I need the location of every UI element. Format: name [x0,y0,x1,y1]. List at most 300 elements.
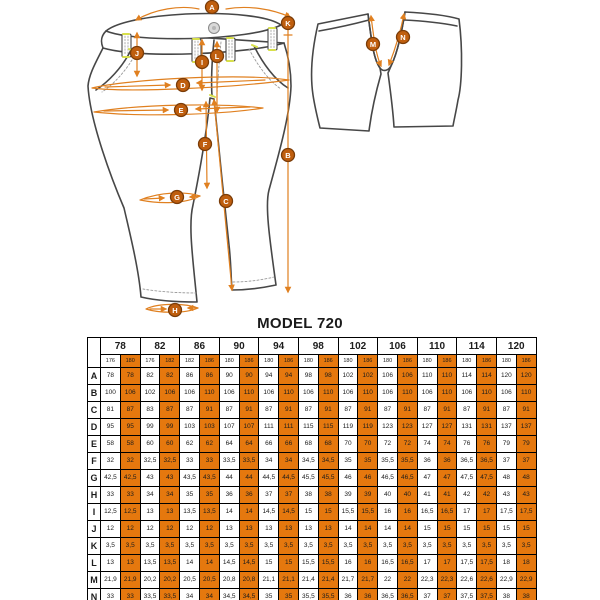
height-header: 180 [496,355,516,368]
value-cell: 36,5 [378,589,398,600]
table-row [88,436,537,453]
value-cell: 13 [298,521,318,538]
marker-N-label: N [400,32,406,42]
value-cell: 94 [259,368,279,385]
value-cell: 14 [180,555,200,572]
value-cell: 43 [160,470,180,487]
value-cell: 20,5 [180,572,200,589]
marker-D-label: D [180,80,186,90]
value-cell: 91 [199,402,219,419]
size-header: 94 [259,338,299,355]
value-cell: 16 [358,555,378,572]
value-cell: 115 [318,419,338,436]
value-cell: 110 [318,385,338,402]
value-cell: 15 [318,504,338,521]
value-cell: 137 [496,419,516,436]
value-cell: 3,5 [199,538,219,555]
value-cell: 15 [259,555,279,572]
value-cell: 14,5 [279,504,299,521]
value-cell: 110 [417,368,437,385]
table-row [88,555,537,572]
value-cell: 35,5 [318,589,338,600]
row-label: H [88,487,101,504]
value-cell: 43,5 [199,470,219,487]
value-cell: 35 [199,487,219,504]
value-cell: 47 [437,470,457,487]
value-cell: 12 [160,521,180,538]
value-cell: 14,5 [219,555,239,572]
value-cell: 76 [477,436,497,453]
value-cell: 21,9 [120,572,140,589]
value-cell: 72 [397,436,417,453]
value-cell: 107 [239,419,259,436]
value-cell: 44,5 [259,470,279,487]
value-cell: 37 [259,487,279,504]
value-cell: 41 [437,487,457,504]
marker-E-label: E [178,105,184,115]
value-cell: 114 [477,368,497,385]
table-row [88,385,537,402]
height-header: 180 [338,355,358,368]
height-header: 180 [457,355,477,368]
value-cell: 115 [298,419,318,436]
value-cell: 13 [239,521,259,538]
value-cell: 91 [318,402,338,419]
value-cell: 42,5 [101,470,121,487]
value-cell: 70 [358,436,378,453]
table-row [88,470,537,487]
value-cell: 14 [199,555,219,572]
value-cell: 3,5 [417,538,437,555]
value-cell: 12,5 [101,504,121,521]
height-header: 180 [219,355,239,368]
value-cell: 16 [397,504,417,521]
value-cell: 36,5 [477,453,497,470]
value-cell: 14 [338,521,358,538]
value-cell: 38 [496,589,516,600]
height-header: 176 [101,355,121,368]
value-cell: 106 [378,385,398,402]
value-cell: 3,5 [437,538,457,555]
value-cell: 17,5 [516,504,536,521]
value-cell: 90 [239,368,259,385]
value-cell: 33,5 [160,589,180,600]
value-cell: 20,8 [219,572,239,589]
value-cell: 127 [437,419,457,436]
value-cell: 22,9 [496,572,516,589]
value-cell: 34 [199,589,219,600]
value-cell: 33 [120,589,140,600]
value-cell: 3,5 [318,538,338,555]
value-cell: 48 [496,470,516,487]
value-cell: 95 [120,419,140,436]
value-cell: 22 [397,572,417,589]
value-cell: 20,2 [140,572,160,589]
value-cell: 14 [239,504,259,521]
value-cell: 16,5 [417,504,437,521]
value-cell: 13,5 [199,504,219,521]
value-cell: 33 [101,589,121,600]
table-row [88,572,537,589]
value-cell: 39 [338,487,358,504]
value-cell: 17,5 [477,555,497,572]
size-header: 98 [298,338,338,355]
value-cell: 17 [477,504,497,521]
value-cell: 3,5 [219,538,239,555]
value-cell: 47 [417,470,437,487]
value-cell: 36 [437,453,457,470]
value-cell: 34,5 [298,453,318,470]
value-cell: 20,8 [239,572,259,589]
value-cell: 15 [417,521,437,538]
row-label: D [88,419,101,436]
value-cell: 110 [397,385,417,402]
height-header: 186 [239,355,259,368]
row-label: K [88,538,101,555]
value-cell: 137 [516,419,536,436]
value-cell: 87 [219,402,239,419]
value-cell: 91 [397,402,417,419]
value-cell: 17 [417,555,437,572]
value-cell: 3,5 [378,538,398,555]
value-cell: 86 [180,368,200,385]
height-header: 186 [199,355,219,368]
marker-F-label: F [202,139,208,149]
value-cell: 37 [516,453,536,470]
value-cell: 111 [279,419,299,436]
value-cell: 3,5 [338,538,358,555]
value-cell: 21,1 [279,572,299,589]
value-cell: 22,6 [457,572,477,589]
height-header: 186 [318,355,338,368]
value-cell: 14 [219,504,239,521]
value-cell: 110 [199,385,219,402]
value-cell: 110 [477,385,497,402]
value-cell: 106 [120,385,140,402]
value-cell: 106 [298,385,318,402]
value-cell: 43 [496,487,516,504]
value-cell: 78 [101,368,121,385]
value-cell: 119 [338,419,358,436]
value-cell: 44 [219,470,239,487]
size-header: 78 [101,338,141,355]
value-cell: 78 [120,368,140,385]
value-cell: 70 [338,436,358,453]
value-cell: 98 [318,368,338,385]
value-cell: 20,2 [160,572,180,589]
value-cell: 36 [338,589,358,600]
marker-K-label: K [285,18,291,28]
value-cell: 43,5 [180,470,200,487]
value-cell: 37 [417,589,437,600]
value-cell: 34,5 [318,453,338,470]
value-cell: 21,4 [318,572,338,589]
value-cell: 15,5 [338,504,358,521]
value-cell: 15,5 [298,555,318,572]
value-cell: 131 [477,419,497,436]
value-cell: 68 [318,436,338,453]
value-cell: 3,5 [180,538,200,555]
value-cell: 32,5 [160,453,180,470]
value-cell: 99 [160,419,180,436]
value-cell: 35,5 [378,453,398,470]
value-cell: 34 [140,487,160,504]
value-cell: 36 [239,487,259,504]
value-cell: 114 [457,368,477,385]
value-cell: 40 [397,487,417,504]
value-cell: 74 [437,436,457,453]
size-table [87,337,537,600]
value-cell: 15 [496,521,516,538]
value-cell: 46 [338,470,358,487]
table-row [88,419,537,436]
row-label: I [88,504,101,521]
marker-H-label: H [172,305,178,315]
value-cell: 99 [140,419,160,436]
value-cell: 95 [101,419,121,436]
value-cell: 66 [279,436,299,453]
value-cell: 43 [140,470,160,487]
value-cell: 18 [516,555,536,572]
marker-A-label: A [209,2,215,12]
value-cell: 87 [378,402,398,419]
height-header: 186 [397,355,417,368]
value-cell: 103 [180,419,200,436]
value-cell: 15 [477,521,497,538]
value-cell: 3,5 [140,538,160,555]
value-cell: 13 [140,504,160,521]
value-cell: 36,5 [457,453,477,470]
table-row [88,453,537,470]
value-cell: 43 [516,487,536,504]
height-header: 186 [477,355,497,368]
value-cell: 3,5 [457,538,477,555]
value-cell: 40 [378,487,398,504]
row-label: G [88,470,101,487]
value-cell: 16,5 [437,504,457,521]
value-cell: 12,5 [120,504,140,521]
value-cell: 32 [120,453,140,470]
value-cell: 82 [160,368,180,385]
value-cell: 64 [239,436,259,453]
value-cell: 34 [259,453,279,470]
value-cell: 22,3 [437,572,457,589]
value-cell: 34,5 [219,589,239,600]
marker-C-label: C [223,196,229,206]
value-cell: 91 [437,402,457,419]
value-cell: 127 [417,419,437,436]
value-cell: 98 [298,368,318,385]
row-label: L [88,555,101,572]
value-cell: 14,5 [259,504,279,521]
height-header: 180 [259,355,279,368]
row-label: F [88,453,101,470]
value-cell: 83 [140,402,160,419]
value-cell: 37,5 [457,589,477,600]
value-cell: 91 [239,402,259,419]
value-cell: 36,5 [397,589,417,600]
value-cell: 102 [338,368,358,385]
height-header: 186 [279,355,299,368]
value-cell: 62 [180,436,200,453]
value-cell: 16 [378,504,398,521]
value-cell: 15 [516,521,536,538]
value-cell: 46,5 [397,470,417,487]
value-cell: 87 [496,402,516,419]
row-label: M [88,572,101,589]
table-row [88,538,537,555]
value-cell: 21,4 [298,572,318,589]
value-cell: 33 [120,487,140,504]
value-cell: 76 [457,436,477,453]
table-row [88,402,537,419]
height-header: 182 [180,355,200,368]
value-cell: 87 [298,402,318,419]
value-cell: 106 [338,385,358,402]
value-cell: 16,5 [378,555,398,572]
table-row [88,504,537,521]
value-cell: 106 [457,385,477,402]
value-cell: 74 [417,436,437,453]
value-cell: 111 [259,419,279,436]
value-cell: 20,5 [199,572,219,589]
value-cell: 3,5 [160,538,180,555]
crotch-seam-view [312,12,462,131]
value-cell: 15 [298,504,318,521]
value-cell: 110 [279,385,299,402]
size-header: 86 [180,338,220,355]
value-cell: 106 [496,385,516,402]
value-cell: 13 [160,504,180,521]
marker-B-label: B [285,150,291,160]
value-cell: 42 [477,487,497,504]
value-cell: 22 [378,572,398,589]
value-cell: 119 [358,419,378,436]
value-cell: 33,5 [239,453,259,470]
size-header: 110 [417,338,457,355]
value-cell: 36 [358,589,378,600]
value-cell: 120 [516,368,536,385]
value-cell: 13 [318,521,338,538]
value-cell: 21,7 [338,572,358,589]
value-cell: 3,5 [101,538,121,555]
value-cell: 106 [160,385,180,402]
value-cell: 12 [199,521,219,538]
value-cell: 91 [279,402,299,419]
value-cell: 91 [477,402,497,419]
value-cell: 15 [457,521,477,538]
marker-J-label: J [134,48,140,58]
value-cell: 33,5 [219,453,239,470]
button-icon [209,23,220,34]
table-row [88,487,537,504]
value-cell: 3,5 [477,538,497,555]
value-cell: 38 [516,589,536,600]
value-cell: 47,5 [477,470,497,487]
value-cell: 106 [417,385,437,402]
value-cell: 35 [259,589,279,600]
value-cell: 45,5 [318,470,338,487]
value-cell: 13 [279,521,299,538]
table-title: MODEL 720 [257,315,343,332]
table-row [88,589,537,600]
row-label: N [88,589,101,600]
value-cell: 32 [101,453,121,470]
value-cell: 91 [516,402,536,419]
value-cell: 21,1 [259,572,279,589]
height-header: 180 [378,355,398,368]
value-cell: 36 [417,453,437,470]
table-row [88,368,537,385]
marker-M-label: M [369,39,377,49]
value-cell: 64 [219,436,239,453]
value-cell: 17 [437,555,457,572]
value-cell: 14 [378,521,398,538]
value-cell: 123 [378,419,398,436]
value-cell: 44 [239,470,259,487]
size-header: 82 [140,338,180,355]
value-cell: 102 [358,368,378,385]
marker-G-label: G [174,192,180,202]
value-cell: 33 [180,453,200,470]
value-cell: 13 [120,555,140,572]
value-cell: 68 [298,436,318,453]
value-cell: 33,5 [140,589,160,600]
value-cell: 3,5 [298,538,318,555]
value-cell: 33 [101,487,121,504]
value-cell: 38 [298,487,318,504]
value-cell: 42 [457,487,477,504]
value-cell: 12 [180,521,200,538]
value-cell: 100 [101,385,121,402]
value-cell: 47,5 [457,470,477,487]
value-cell: 37 [496,453,516,470]
value-cell: 58 [101,436,121,453]
value-cell: 17 [457,504,477,521]
value-cell: 35 [338,453,358,470]
value-cell: 33 [199,453,219,470]
value-cell: 46 [358,470,378,487]
value-cell: 13,5 [160,555,180,572]
value-cell: 16,5 [397,555,417,572]
value-cell: 34 [279,453,299,470]
value-cell: 13 [101,555,121,572]
value-cell: 3,5 [516,538,536,555]
value-cell: 3,5 [358,538,378,555]
value-cell: 21,7 [358,572,378,589]
value-cell: 42,5 [120,470,140,487]
value-cell: 44,5 [279,470,299,487]
value-cell: 15 [279,555,299,572]
height-header: 186 [516,355,536,368]
value-cell: 37,5 [477,589,497,600]
value-cell: 3,5 [239,538,259,555]
value-cell: 66 [259,436,279,453]
value-cell: 106 [180,385,200,402]
value-cell: 131 [457,419,477,436]
size-header: 120 [496,338,536,355]
value-cell: 91 [358,402,378,419]
value-cell: 3,5 [120,538,140,555]
value-cell: 13,5 [180,504,200,521]
value-cell: 110 [358,385,378,402]
value-cell: 110 [437,385,457,402]
value-cell: 13 [219,521,239,538]
value-cell: 106 [219,385,239,402]
marker-I-label: I [200,57,204,67]
value-cell: 58 [120,436,140,453]
value-cell: 86 [199,368,219,385]
